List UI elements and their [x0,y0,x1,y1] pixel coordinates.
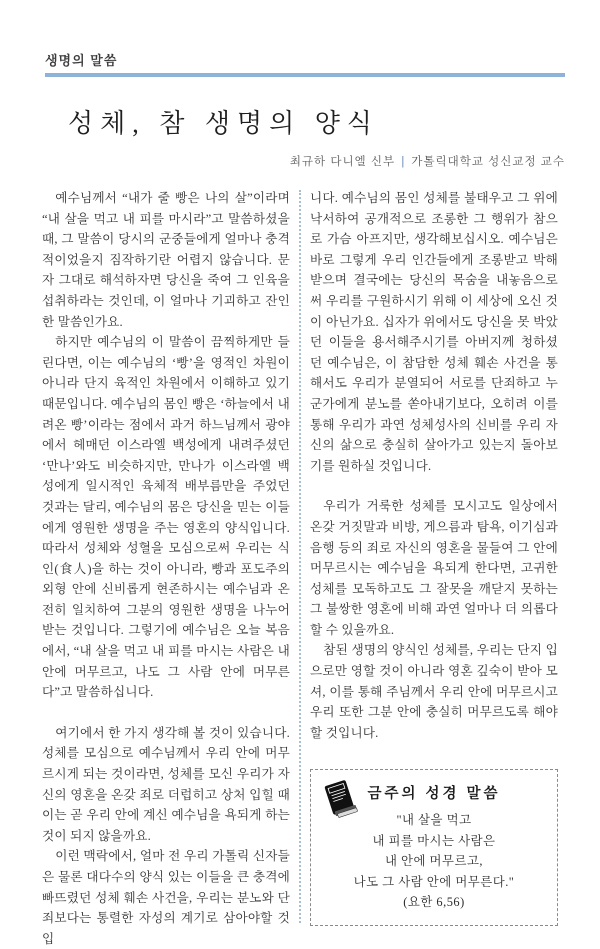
column-divider [299,190,301,923]
bible-book-icon [321,776,361,822]
left-column [42,188,290,949]
verse-box-title: 금주의 성경 말씀 [367,786,501,803]
section-label: 생명의 말씀 [45,53,118,68]
byline-separator: | [401,156,406,168]
page-title: 성체, 참 생명의 양식 [68,109,379,138]
verse-line: 내 피를 마시는 사람은 [372,833,496,848]
article-paragraph: 예수님께서 “내가 줄 빵은 나의 살”이라며 “내 살을 먹고 내 피를 마시라”고 말씀하셨을 때, 그 말씀이 당시의 군중들에게 얼마나 충격적이었을지 짐작하기란 어렵지 않습니다. 문자 그대로 해석하자면 당신을 죽여 그 인육을 섭취하라는 것인데, 이 얼마나 기괴하고 잔인한 말씀인가요. [42,191,290,329]
right-column [310,188,558,949]
article-paragraph: 이런 맥락에서, 얼마 전 우리 가톨릭 신자들은 물론 대다수의 양식 있는 이들을 큰 충격에 빠뜨렸던 성체 훼손 사건을, 우리는 분노와 단죄보다는 통렬한 자성의 계기로 삼아야할 것입 [42,849,290,946]
article-paragraph: 여기에서 한 가지 생각해 볼 것이 있습니다. 성체를 모심으로 예수님께서 우리 안에 머무르시게 되는 것이라면, 성체를 모신 우리가 자신의 영혼을 온갖 죄로 더럽히고 상처 입힐 때 이는 곧 우리 안에 계신 예수님을 욕되게 하는 것이 되지 않을까요. [42,725,290,843]
accent-rule [45,73,565,77]
article-paragraph: 하지만 예수님의 이 말씀이 끔찍하게만 들린다면, 이는 예수님의 ‘빵’을 영적인 차원이 아니라 단지 육적인 차원에서 이해하고 있기 때문입니다. 예수님의 몸인 빵은 ‘하늘에서 내려온 빵’이라는 점에서 과거 하느님께서 광야에서 헤매던 이스라엘 백성에게 내려주셨던 ‘만나’와도 비슷하지만, 만나가 이스라엘 백성에게 일시적인 육체적 배부름만을 주었던 것과는 달리, 예수님의 몸은 당신을 믿는 이들에게 영원한 생명을 주는 영혼의 양식입니다. 따라서 성체와 성혈을 모심으로써 우리는 식인(食人)을 하는 것이 아니라, 빵과 포도주의 외형 안에 신비롭게 현존하시는 예수님과 온전히 일치하여 그분의 영원한 생명을 나누어 받는 것입니다. 그렇기에 예수님은 오늘 복음에서, “내 살을 먹고 내 피를 마시는 사람은 내 안에 머무르고, 나도 그 사람 안에 머무른다”고 말씀하십니다. [42,335,290,700]
verse-line: 나도 그 사람 안에 머무른다." [353,874,515,889]
article-body [42,188,566,949]
article-paragraph: 우리가 거룩한 성체를 모시고도 일상에서 온갖 거짓말과 비방, 게으름과 탐욕, 이기심과 음행 등의 죄로 자신의 영혼을 물들여 그 안에 머무르시는 예수님을 욕되게 한다면, 고귀한 성체를 모독하고도 그 잘못을 깨닫지 못하는 그 불쌍한 영혼에 비해 과연 얼마나 더 의롭다 할 수 있을까요. [310,499,558,637]
verse-citation: (요한 6,56) [403,895,465,910]
article-paragraph: 니다. 예수님의 몸인 성체를 불태우고 그 위에 낙서하여 공개적으로 조롱한 그 행위가 참으로 가슴 아프지만, 생각해보십시오. 예수님은 바로 그렇게 우리 인간들에게 조롱받고 박해받으며 결국에는 당신의 목숨을 내놓음으로써 우리를 구원하시기 위해 이 세상에 오신 것이 아닌가요. 십자가 위에서도 당신을 못 박았던 이들을 용서해주시기를 아버지께 청하셨던 예수님은, 이 참담한 성체 훼손 사건을 통해서도 우리가 분열되어 서로를 단죄하고 누군가에게 분노를 쏟아내기보다, 오히려 이를 통해 우리가 과연 성체성사의 신비를 우리 자신의 삶으로 충실히 살아가고 있는지 돌아보기를 원하실 것입니다. [310,191,558,473]
byline-affiliation: 가톨릭대학교 성신교정 교수 [411,156,565,168]
byline-author: 최규하 다니엘 신부 [289,156,396,168]
article-paragraph: 참된 생명의 양식인 성체를, 우리는 단지 입으로만 영할 것이 아니라 영혼 깊숙이 받아 모셔, 이를 통해 주님께서 우리 안에 머무르시고 우리 또한 그분 안에 충실히 머무르도록 해야 할 것입니다. [310,643,558,740]
verse-quote [321,810,547,913]
byline [45,153,565,169]
masthead [45,50,565,77]
verse-line: 내 안에 머무르고, [384,854,484,869]
verse-line: "내 살을 먹고 [396,813,472,828]
